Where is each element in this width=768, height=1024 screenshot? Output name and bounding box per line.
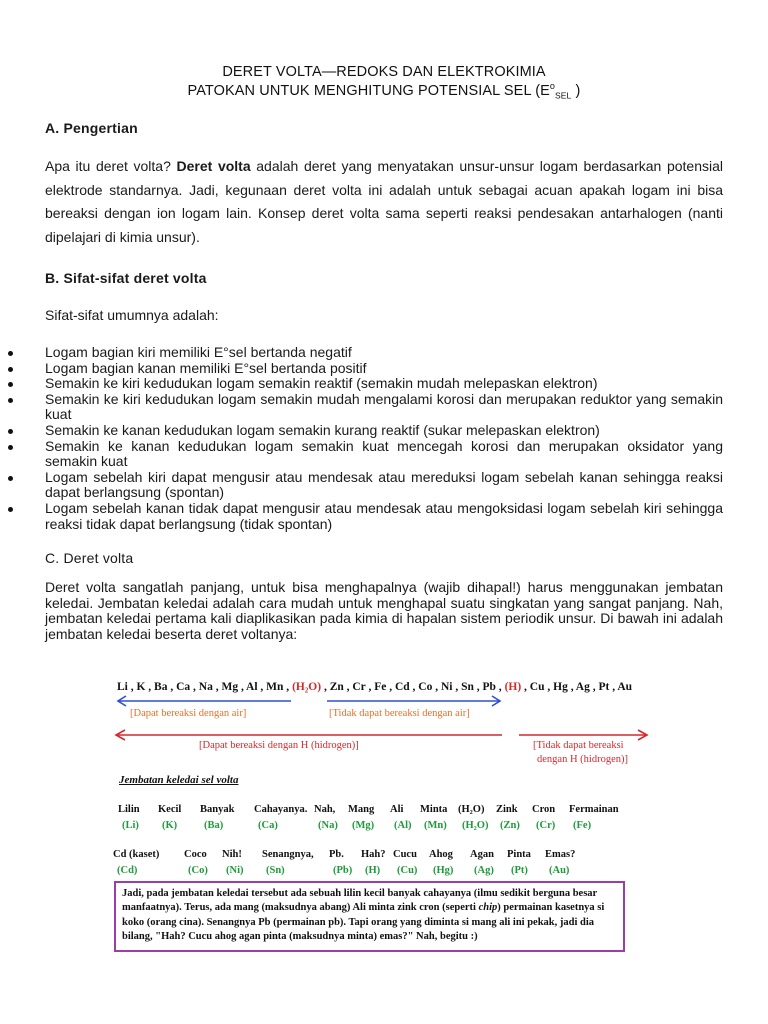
paragraph-deret-volta: Deret volta sangatlah panjang, untuk bisa menghapalnya (wajib dihapal!) harus menggunakan jembatan keledai. Jembatan keledai adalah cara mudah untuk menghapal suatu singkatan yang sangat panjang. Nah, jembatan keledai pertama kali diaplikasikan pada kimia di hapalan sistem periodik unsur. Di bawah ini adalah jembatan keledai beserta deret voltanya: xyxy=(45,579,723,642)
heading-pengertian: A. Pengertian xyxy=(45,120,138,136)
mnemonic-word: Cahayanya. xyxy=(254,804,308,815)
list-item-text: Semakin ke kiri kedudukan logam semakin mudah mengalami korosi dan merupakan reduktor yang semakin kuat xyxy=(45,390,723,423)
mnemonic-word: Ali xyxy=(390,804,404,815)
story-text-b: ) permainan kasetnya si koko (orang cina). Senangnya Pb (permainan pb). Tapi orang yang diminta si mang ali ini pekak, jadi dia bilang, "Hah? Cucu ahog agan pinta (maksudnya minta) emas?" Nah, begitu :) xyxy=(122,902,605,943)
mnemonic-word: Pinta xyxy=(507,849,531,860)
mnemonic-symbol: (Na) xyxy=(318,820,338,831)
mnemonic-symbol: (Mn) xyxy=(424,820,447,831)
heading-sifat: B. Sifat-sifat deret volta xyxy=(45,270,207,286)
mnemonic-word: Coco xyxy=(184,849,207,860)
series-h: (H) xyxy=(504,681,522,693)
story-text-a: Jadi, pada jembatan keledai tersebut ada sebuah lilin kecil banyak cahayanya (ilmu sedikit berguna besar manfaatnya). Terus, ada mang (maksudnya abang) Ali minta zink cron (seperti xyxy=(122,888,598,914)
label-no-react-water: [Tidak dapat bereaksi dengan air] xyxy=(329,708,470,719)
mnemonic-symbol: (Sn) xyxy=(266,865,285,876)
mnemonic-word: Senangnya, xyxy=(262,849,314,860)
list-item-text: Logam sebelah kiri dapat mengusir atau mendesak atau mereduksi logam sebelah kanan sehingga reaksi dapat berlangsung (spontan) xyxy=(45,468,723,501)
mnemonic-word: Fermainan xyxy=(569,804,619,815)
mnemonic-word: Emas? xyxy=(545,849,576,860)
mnemonic-word: Agan xyxy=(470,849,494,860)
list-item-text: Logam bagian kanan memiliki E°sel bertanda positif xyxy=(45,359,367,376)
subtitle-prefix: PATOKAN UNTUK MENGHITUNG POTENSIAL SEL (E xyxy=(187,82,550,99)
series-h2o: (H₂O) xyxy=(292,681,322,693)
mnemonic-symbol: (Co) xyxy=(188,865,208,876)
list-item-text: Logam bagian kiri memiliki E°sel bertanda negatif xyxy=(45,344,352,360)
list-item xyxy=(0,345,723,361)
mnemonic-symbol: (Fe) xyxy=(573,820,592,831)
label-react-water: [Dapat bereaksi dengan air] xyxy=(130,708,247,719)
sifat-bullet-list xyxy=(0,345,768,532)
subtitle-sup: o xyxy=(549,81,556,91)
series-part-a: Li , K , Ba , Ca , Na , Mg , Al , Mn , xyxy=(117,681,293,693)
mnemonic-word: Minta xyxy=(420,804,448,815)
paragraph-pengertian xyxy=(45,155,723,249)
mnemonic-symbol: (K) xyxy=(162,820,178,831)
bullet-dot xyxy=(8,445,13,450)
mnemonic-word: Nih! xyxy=(222,849,242,860)
bullet-dot xyxy=(8,351,13,356)
list-item-text: Semakin ke kiri kedudukan logam semakin reaktif (semakin mudah melepaskan elektron) xyxy=(45,375,598,392)
subtitle-sub: SEL xyxy=(555,90,572,101)
list-item xyxy=(0,376,723,392)
bullet-dot xyxy=(8,398,13,403)
mnemonic-symbol: (Al) xyxy=(394,820,412,831)
bullet-dot xyxy=(8,507,13,512)
mnemonic-word: Pb. xyxy=(329,849,344,860)
series-part-b: , Zn , Cr , Fe , Cd , Co , Ni , Sn , Pb , xyxy=(321,681,505,693)
label-no-react-hydrogen-2: dengan H (hidrogen)] xyxy=(537,754,628,765)
mnemonic-symbol: (Cd) xyxy=(117,865,138,876)
label-react-hydrogen: [Dapat bereaksi dengan H (hidrogen)] xyxy=(199,740,359,751)
mnemonic-symbol: (Ni) xyxy=(226,865,244,876)
mnemonic-story-box xyxy=(114,881,625,952)
mnemonic-symbol: (Cu) xyxy=(397,865,418,876)
mnemonic-symbol: (Ca) xyxy=(258,820,278,831)
bullet-dot xyxy=(8,367,13,372)
mnemonic-word: Zink xyxy=(496,804,518,815)
subtitle-suffix: ) xyxy=(571,82,581,99)
mnemonic-symbol: (Cr) xyxy=(536,820,556,831)
pengertian-term: Deret volta xyxy=(176,158,251,174)
label-no-react-hydrogen-1: [Tidak dapat bereaksi xyxy=(533,740,624,751)
pengertian-intro: Apa itu deret volta? xyxy=(45,158,177,174)
mnemonic-symbol: (Zn) xyxy=(500,820,520,831)
mnemonic-word: Banyak xyxy=(200,804,235,815)
heading-deret-volta: C. Deret volta xyxy=(45,550,134,566)
mnemonic-word: Hah? xyxy=(361,849,386,860)
mnemonic-symbol: (Pb) xyxy=(333,865,353,876)
series-part-c: , Cu , Hg , Ag , Pt , Au xyxy=(521,681,633,693)
mnemonic-symbol: (Au) xyxy=(549,865,570,876)
mnemonic-word: Kecil xyxy=(158,804,182,815)
deret-volta-diagram xyxy=(105,676,650,956)
mnemonic-symbol: (H) xyxy=(365,865,381,876)
bullet-dot xyxy=(8,476,13,481)
list-item-text: Logam sebelah kanan tidak dapat mengusir atau mendesak atau mengoksidasi logam sebelah kiri sehingga reaksi tidak dapat berlangsung (tidak spontan) xyxy=(45,499,723,532)
mnemonic-word: Nah, xyxy=(314,804,336,815)
list-item xyxy=(0,361,723,377)
mnemonic-word: Cucu xyxy=(393,849,417,860)
mnemonic-symbol: (Li) xyxy=(122,820,139,831)
list-item-text: Semakin ke kanan kedudukan logam semakin kurang reaktif (sukar melepaskan elektron) xyxy=(45,421,600,438)
story-italic: chip xyxy=(478,902,498,914)
mnemonic-symbol: (H₂O) xyxy=(462,820,489,831)
list-item-text: Semakin ke kanan kedudukan logam semakin kuat mencegah korosi dan merupakan oksidator yang semakin kuat xyxy=(45,437,723,470)
list-item xyxy=(0,423,723,439)
bullet-dot xyxy=(8,429,13,434)
mnemonic-title: Jembatan keledai sel volta xyxy=(119,774,239,786)
mnemonic-symbol: (Hg) xyxy=(433,865,454,876)
pengertian-body: adalah deret yang menyatakan unsur-unsur logam berdasarkan potensial elektrode standarnya. Jadi, kegunaan deret volta ini adalah untuk sebagai acuan apakah logam ini bisa bereaksi dengan ion logam lain. Konsep deret volta sama seperti reaksi pendesakan antarhalogen (nanti dipelajari di kimia unsur). xyxy=(45,158,723,245)
mnemonic-symbol: (Ag) xyxy=(474,865,494,876)
mnemonic-word: (H₂O) xyxy=(458,804,485,815)
sifat-intro: Sifat-sifat umumnya adalah: xyxy=(45,307,219,323)
mnemonic-word: Lilin xyxy=(118,804,140,815)
list-item xyxy=(0,439,723,470)
list-item xyxy=(0,470,723,501)
list-item xyxy=(0,392,723,423)
mnemonic-word: Cd (kaset) xyxy=(113,849,160,860)
mnemonic-symbol: (Pt) xyxy=(511,865,528,876)
document-title: DERET VOLTA—REDOKS DAN ELEKTROKIMIA xyxy=(222,64,546,80)
mnemonic-word: Cron xyxy=(532,804,556,815)
mnemonic-symbol: (Ba) xyxy=(204,820,224,831)
mnemonic-word: Ahog xyxy=(429,849,453,860)
mnemonic-symbol: (Mg) xyxy=(352,820,375,831)
bullet-dot xyxy=(8,382,13,387)
mnemonic-word: Mang xyxy=(348,804,375,815)
list-item xyxy=(0,501,723,532)
document-subtitle xyxy=(0,81,768,101)
series-arrows xyxy=(105,676,650,766)
